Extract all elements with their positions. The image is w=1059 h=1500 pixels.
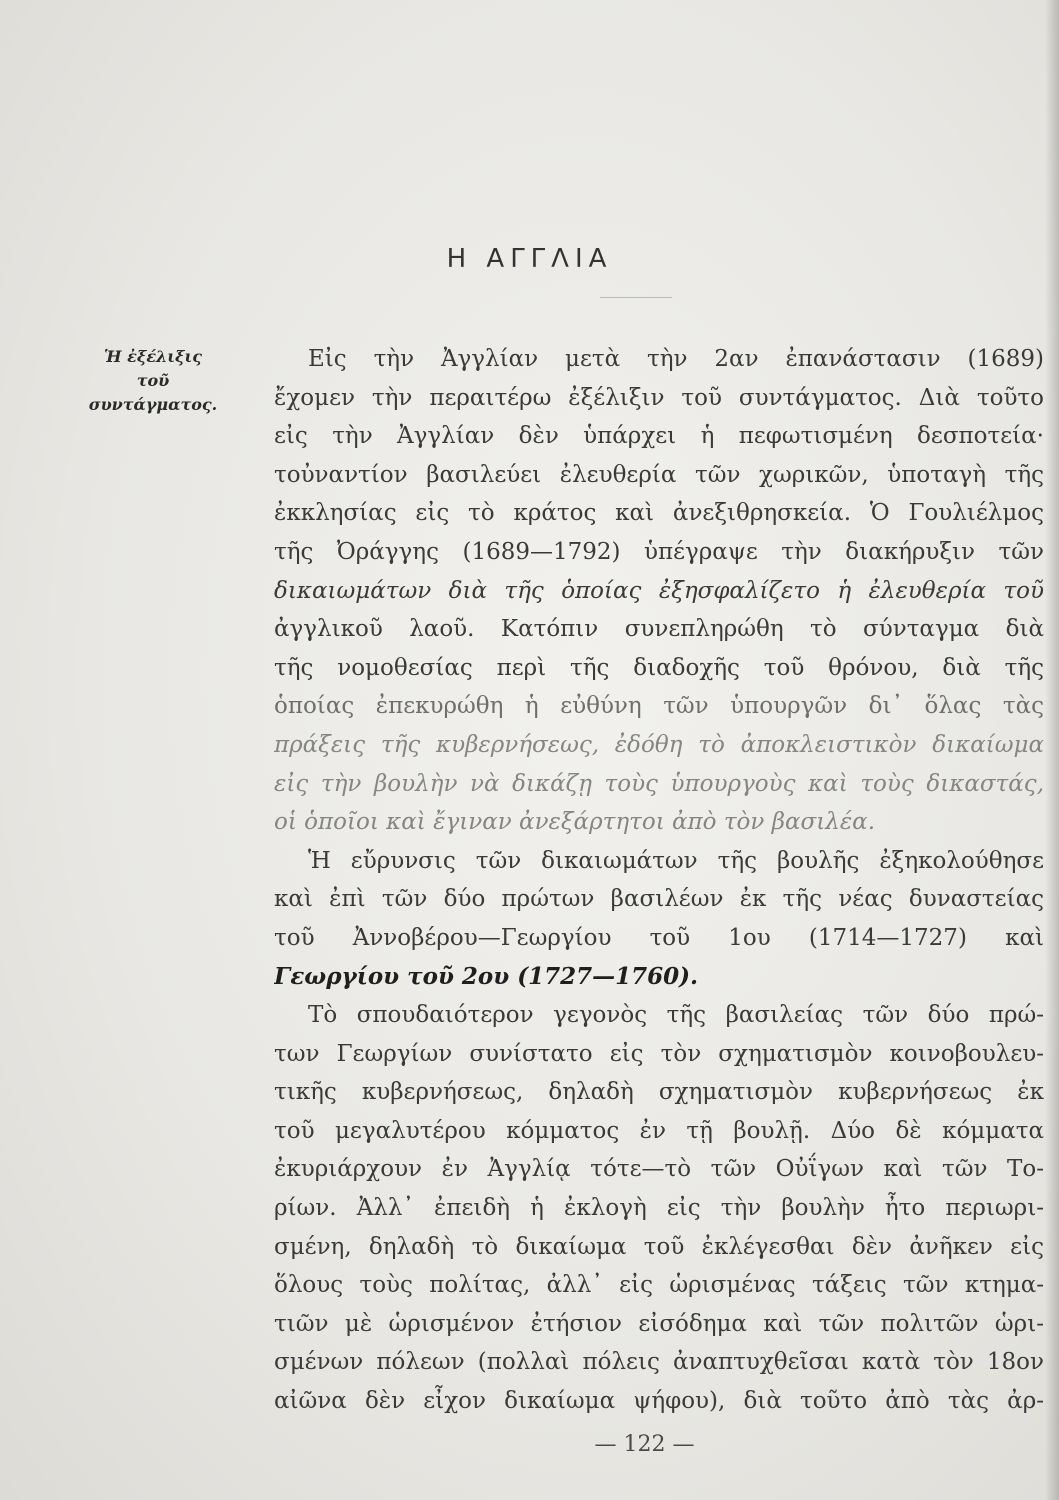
text-line: ὅλους τοὺς πολίτας, ἀλλ᾽ εἰς ὡρισμένας τάξεις τῶν κτημα- [274, 1272, 1044, 1299]
text-line: Τὸ σπουδαιότερον γεγονὸς τῆς βασιλείας τῶν δύο πρώ- [308, 1002, 1044, 1029]
margin-note-line: συντάγματος. [88, 395, 218, 414]
text-line: τοῦ Ἀννοβέρου—Γεωργίου τοῦ 1ου (1714—1727) καὶ [274, 924, 1044, 951]
page-edge-shadow [1045, 0, 1059, 1500]
text-line: των Γεωργίων συνίστατο εἰς τὸν σχηματισμὸν κοινοβουλευ- [274, 1040, 1044, 1067]
text-line: τοῦ μεγαλυτέρου κόμματος ἐν τῇ βουλῇ. Δύο δὲ κόμματα [274, 1117, 1044, 1144]
text-line: τῆς νομοθεσίας περὶ τῆς διαδοχῆς τοῦ θρόνου, διὰ τῆς [274, 654, 1044, 681]
margin-note [58, 345, 248, 417]
text-line: Εἰς τὴν Ἀγγλίαν μετὰ τὴν 2αν ἐπανάστασιν (1689) [308, 346, 1044, 372]
text-line: τῆς Ὀράγγης (1689—1792) ὑπέγραψε τὴν διακήρυξιν τῶν [274, 538, 1044, 565]
text-line: ὁποίας ἐπεκυρώθη ἡ εὐθύνη τῶν ὑπουργῶν δι᾽ ὅλας τὰς [274, 693, 1044, 720]
text-line: δικαιωμάτων διὰ τῆς ὁποίας ἐξησφαλίζετο ἡ ἐλευθερία τοῦ [274, 577, 1044, 604]
text-line: σμένη, δηλαδὴ τὸ δικαίωμα τοῦ ἐκλέγεσθαι δὲν ἀνῆκεν εἰς [274, 1233, 1044, 1260]
body-text [274, 340, 1044, 1421]
text-line: τοὐναντίον βασιλεύει ἐλευθερία τῶν χωρικῶν, ὑποταγὴ τῆς [274, 461, 1044, 488]
text-line: τικῆς κυβερνήσεως, δηλαδὴ σχηματισμὸν κυβερνήσεως ἐκ [274, 1079, 1044, 1106]
text-line: Ἡ εὔρυνσις τῶν δικαιωμάτων τῆς βουλῆς ἐξηκολούθησε [308, 847, 1044, 874]
margin-note-line: Ἡ ἐξέλιξις [104, 347, 202, 366]
heading-rule [600, 297, 672, 298]
text-line: σμένων πόλεων (πολλαὶ πόλεις ἀναπτυχθεῖσαι κατὰ τὸν 18ον [274, 1349, 1044, 1376]
text-line: ἔχομεν τὴν περαιτέρω ἐξέλιξιν τοῦ συντάγματος. Διὰ τοῦτο [274, 384, 1044, 411]
text-line: ἐκυριάρχουν ἐν Ἀγγλίᾳ τότε—τὸ τῶν Οὐΐγων καὶ τῶν Το- [274, 1156, 1044, 1183]
text-line: Γεωργίου τοῦ 2ου (1727—1760). [274, 962, 699, 990]
text-line: καὶ ἐπὶ τῶν δύο πρώτων βασιλέων ἐκ τῆς νέας δυναστείας [274, 886, 1044, 913]
margin-note-line: τοῦ [136, 371, 170, 390]
text-line: ἐκκλησίας εἰς τὸ κράτος καὶ ἀνεξιθρησκεία. Ὁ Γουλιέλμος [274, 500, 1044, 527]
page-number: — 122 — [594, 1432, 695, 1457]
text-line: τιῶν μὲ ὡρισμένον ἐτήσιον εἰσόδημα καὶ τῶν πολιτῶν ὡρι- [274, 1310, 1044, 1337]
text-line: ρίων. Ἀλλ᾽ ἐπειδὴ ἡ ἐκλογὴ εἰς τὴν βουλὴν ἦτο περιωρι- [274, 1195, 1044, 1222]
text-line: εἰς τὴν βουλὴν νὰ δικάζῃ τοὺς ὑπουργοὺς καὶ τοὺς δικαστάς, [274, 770, 1044, 797]
text-line: εἰς τὴν Ἀγγλίαν δὲν ὑπάρχει ἡ πεφωτισμένη δεσποτεία· [274, 423, 1044, 450]
text-line: οἱ ὁποῖοι καὶ ἔγιναν ἀνεξάρτητοι ἀπὸ τὸν βασιλέα. [274, 809, 875, 836]
text-line: ἀγγλικοῦ λαοῦ. Κατόπιν συνεπληρώθη τὸ σύνταγμα διὰ [274, 616, 1044, 643]
text-line: αἰῶνα δὲν εἶχον δικαίωμα ψήφου), διὰ τοῦτο ἀπὸ τὰς ἀρ- [274, 1388, 1044, 1415]
chapter-heading: Η ΑΓΓΛΙΑ [446, 244, 613, 274]
text-line: πράξεις τῆς κυβερνήσεως, ἐδόθη τὸ ἀποκλειστικὸν δικαίωμα [274, 731, 1044, 758]
